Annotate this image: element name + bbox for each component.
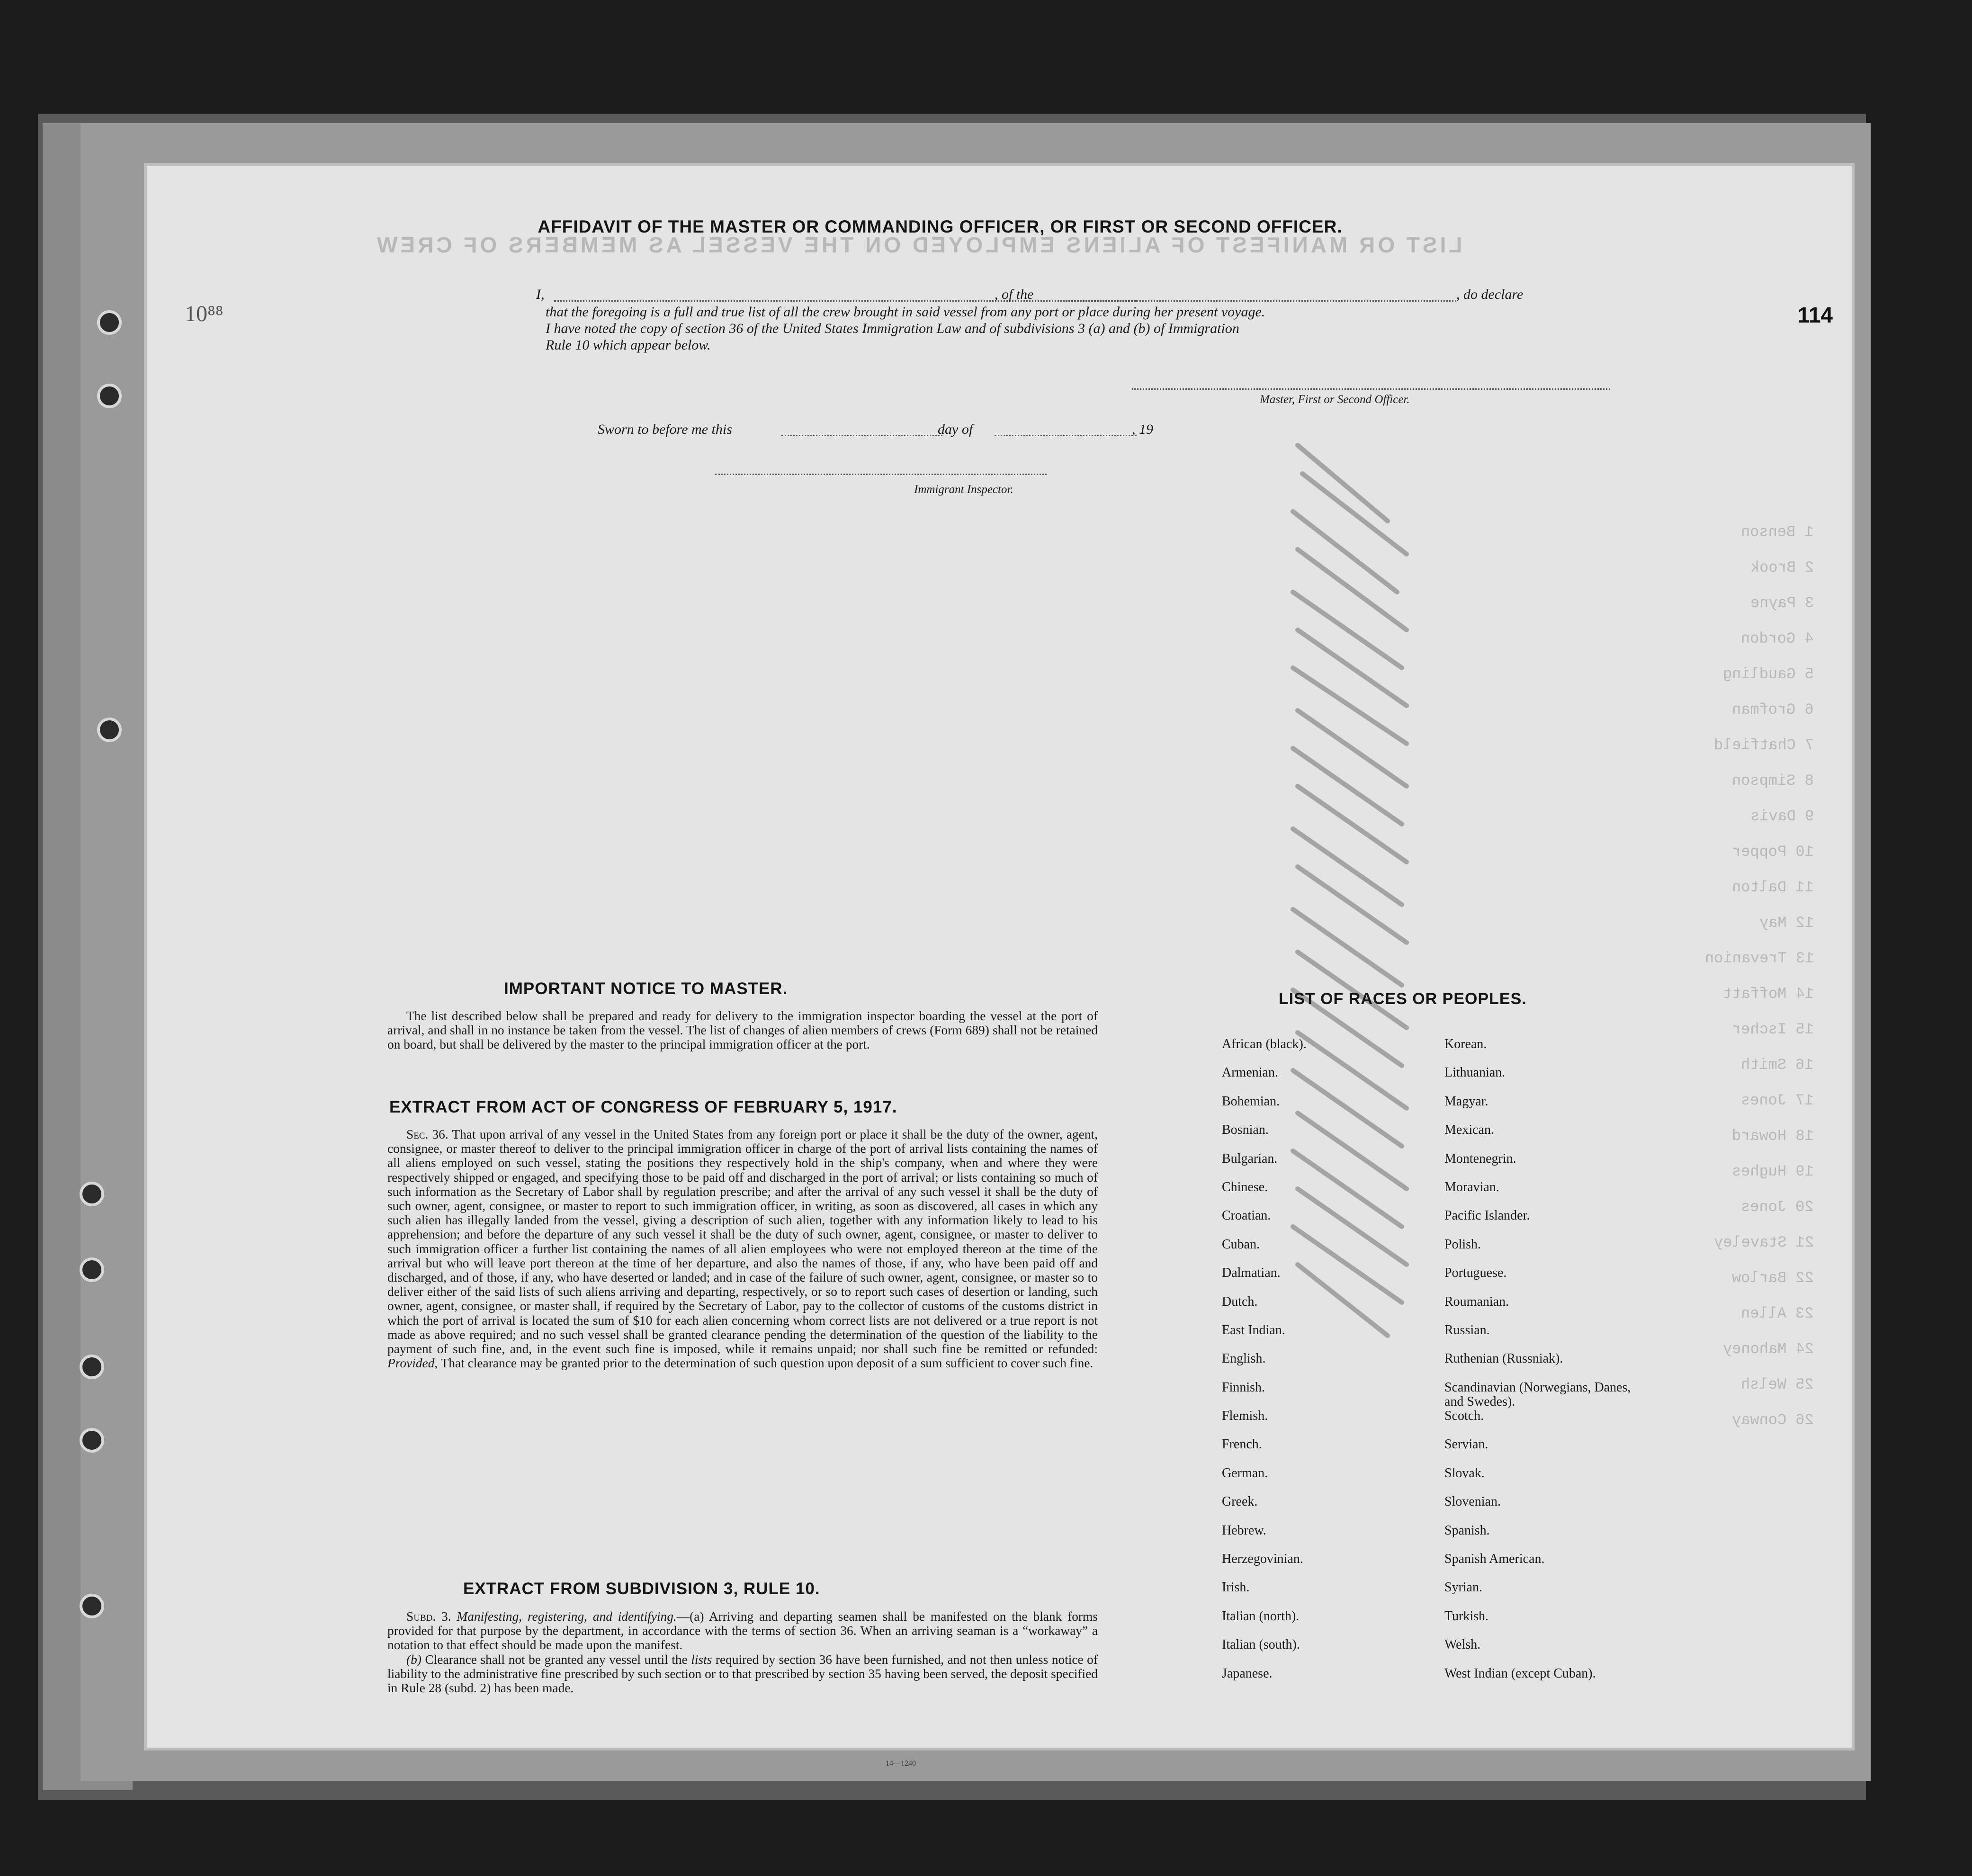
- bleed-through-row: 12 May: [1759, 914, 1814, 932]
- race-item: Slovak.: [1444, 1465, 1485, 1481]
- races-list: [1222, 1030, 1695, 1688]
- bleed-through-row: 25 Welsh: [1741, 1376, 1814, 1393]
- bleed-through-heading: LIST OR MANIFEST OF ALIENS EMPLOYED ON THE VESSEL AS MEMBERS OF CREW: [374, 233, 1462, 257]
- binder-hole: [80, 1428, 104, 1453]
- notice-text: [387, 1009, 1098, 1052]
- race-item: Japanese.: [1222, 1666, 1273, 1681]
- sworn-label: Sworn to before me this: [598, 422, 732, 437]
- binder-hole: [80, 1182, 104, 1206]
- rule-10-text: [387, 1609, 1098, 1695]
- bleed-through-row: 22 Barlow: [1732, 1269, 1814, 1287]
- affidavit-of-the: , of the: [995, 287, 1034, 302]
- race-item: Scandinavian (Norwegians, Danes, and Swedes).: [1444, 1380, 1631, 1409]
- sworn-day-blank[interactable]: [781, 435, 942, 436]
- extract-act-heading: EXTRACT FROM ACT OF CONGRESS OF FEBRUARY 5, 1917.: [389, 1098, 897, 1116]
- master-signature-blank[interactable]: [1132, 388, 1610, 390]
- race-item: Korean.: [1444, 1037, 1487, 1051]
- notice-heading: IMPORTANT NOTICE TO MASTER.: [504, 979, 788, 998]
- race-item: Ruthenian (Russniak).: [1444, 1351, 1563, 1366]
- bleed-through-row: 4 Gordon: [1741, 630, 1814, 647]
- binder-hole: [80, 1594, 104, 1618]
- bleed-through-row: 19 Hughes: [1732, 1163, 1814, 1180]
- extract-rule-heading: EXTRACT FROM SUBDIVISION 3, RULE 10.: [463, 1580, 820, 1598]
- race-item: Italian (north).: [1222, 1608, 1300, 1624]
- race-item: Dalmatian.: [1222, 1266, 1281, 1281]
- race-item: Syrian.: [1444, 1580, 1483, 1595]
- race-item: Italian (south).: [1222, 1637, 1300, 1652]
- race-item: Irish.: [1222, 1580, 1250, 1595]
- race-item: Portuguese.: [1444, 1266, 1507, 1281]
- section-36-label: Sec. 36.: [406, 1127, 448, 1141]
- page-number: 114: [1797, 303, 1833, 327]
- bleed-through-row: 16 Smith: [1741, 1056, 1814, 1074]
- race-item: Finnish.: [1222, 1380, 1265, 1395]
- vessel-blank[interactable]: [1063, 300, 1456, 302]
- bleed-through-row: 17 Jones: [1741, 1092, 1814, 1109]
- subdivision-label: Subd. 3.: [406, 1609, 451, 1624]
- race-item: Hebrew.: [1222, 1523, 1266, 1538]
- notice-paragraph: The list described below shall be prepared and ready for delivery to the immigration inspector boarding the vessel at the port of arrival, and shall in no instance be taken from the vessel. The list of changes of alien members of crews (Form 689) shall not be retained on board, but shall be delivered by the master to the principal immigration officer at the port.: [387, 1009, 1098, 1052]
- lists-word: lists: [691, 1652, 712, 1667]
- affidavit-line-4: Rule 10 which appear below.: [546, 337, 711, 353]
- bleed-through-row: 24 Mahoney: [1722, 1340, 1814, 1358]
- section-36-body: That upon arrival of any vessel in the United States from any foreign port or place it shall be the duty of the owner, agent, consignee, or master thereof to deliver to the principal immigration officer in charge of the port of arrival lists containing the names of all aliens employed on such vessel, stating the positions they respectively hold in the ship's company, when and where they were respectively shipped or engaged, and specifying those to be paid off and discharged in the port of arrival; or lists containing so much of such information as the Secretary of Labor shall by regulation prescribe; and after the arrival of any such vessel it shall be the duty of such owner, agent, consignee, or master to report to such immigration officer, in writing, as soon as discovered, all cases in which any such alien has illegally landed from the vessel, giving a description of such alien, together with any information likely to lead to his apprehension; and before the departure of any such vessel it shall be the duty of such owner, agent, consignee, or master to deliver to such immigration officer a further list containing the names of all alien employees who were not employed thereon at the time of the arrival but who will leave port thereon at the time of her departure, and also the names of those, if any, who have been paid off and discharged, and of those, if any, who have deserted or landed; and in case of the failure of such owner, agent, consignee, or master so to deliver either of the said lists of such aliens arriving and departing, respectively, or so to report such cases of desertion or landing, such owner, agent, consignee, or master shall, if required by the Secretary of Labor, pay to the collector of customs of the customs district in which the port of arrival is located the sum of $10 for each alien concerning whom correct lists are not delivered or a true report is not made as above required; and no such vessel shall be granted clearance pending the determination of the question of the liability to the payment of such fine, and, in the event such fine is imposed, while it remains unpaid; nor shall such fine be remitted or refunded:: [387, 1127, 1098, 1356]
- bleed-through-row: 26 Conway: [1732, 1411, 1814, 1429]
- affidavit-do-declare: , do declare: [1456, 287, 1524, 302]
- bleed-through-row: 1 Benson: [1741, 523, 1814, 541]
- race-item: Servian.: [1444, 1437, 1488, 1452]
- form-code: 14—1240: [886, 1759, 916, 1768]
- race-item: Bosnian.: [1222, 1122, 1269, 1138]
- section-36-body-end: That clearance may be granted prior to the determination of such question upon deposit of a sum sufficient to cover such fine.: [440, 1356, 1094, 1371]
- race-item: Spanish American.: [1444, 1551, 1545, 1566]
- bleed-through-row: 6 Grofman: [1732, 701, 1814, 718]
- race-item: Roumanian.: [1444, 1294, 1509, 1309]
- races-heading: LIST OF RACES OR PEOPLES.: [1279, 990, 1527, 1008]
- race-item: Moravian.: [1444, 1180, 1499, 1195]
- binder-hole: [97, 718, 122, 742]
- race-item: Herzegovinian.: [1222, 1551, 1303, 1566]
- bleed-through-row: 8 Simpson: [1732, 772, 1814, 790]
- subdivision-subtitle: Manifesting, registering, and identifying.: [457, 1609, 677, 1624]
- race-item: French.: [1222, 1437, 1262, 1452]
- pencil-note: 10⁸⁸: [185, 301, 224, 326]
- section-36-text: [387, 1127, 1098, 1370]
- race-item: East Indian.: [1222, 1323, 1285, 1338]
- race-item: German.: [1222, 1465, 1268, 1481]
- race-item: Cuban.: [1222, 1237, 1260, 1252]
- affidavit-line-3: I have noted the copy of section 36 of the United States Immigration Law and of subdivisions 3 (a) and (b) of Immigration: [546, 321, 1239, 336]
- sworn-year-label: , 19: [1132, 422, 1153, 437]
- bleed-through-row: 14 Moffatt: [1722, 985, 1814, 1003]
- subdivision-b-label: (b): [406, 1652, 421, 1667]
- race-item: Polish.: [1444, 1237, 1481, 1252]
- race-item: Bohemian.: [1222, 1094, 1280, 1109]
- race-item: African (black).: [1222, 1037, 1307, 1051]
- bleed-through-row: 2 Brook: [1750, 559, 1814, 576]
- race-item: Turkish.: [1444, 1608, 1489, 1624]
- inspector-signature-blank[interactable]: [715, 474, 1047, 475]
- subdivision-b-text-2: required by section 36 have been furnished, and not then unless notice of liability to the administrative fine prescribed by such section or to that prescribed by section 35 having been served, the deposit specified in Rule 28 (subd. 2) has been made.: [387, 1652, 1098, 1696]
- bleed-through-row: 21 Staveley: [1713, 1234, 1814, 1251]
- master-signature-label: Master, First or Second Officer.: [1260, 393, 1410, 406]
- bleed-through-row: 20 Jones: [1741, 1198, 1814, 1216]
- race-item: Armenian.: [1222, 1065, 1278, 1080]
- bleed-through-row: 11 Dalton: [1732, 879, 1814, 896]
- binder-hole: [97, 310, 122, 335]
- subdivision-a-text: —(a) Arriving and departing seamen shall be manifested on the blank forms provided for that purpose by the department, in accordance with the terms of section 36. When an arriving seaman is a “workaway” a notation to that effect should be made upon the manifest.: [387, 1609, 1098, 1652]
- bleed-through-row: 10 Popper: [1732, 843, 1814, 861]
- race-item: Dutch.: [1222, 1294, 1258, 1309]
- race-item: Slovenian.: [1444, 1494, 1501, 1509]
- sworn-month-blank[interactable]: [995, 435, 1137, 436]
- bleed-through-row: 15 Ischer: [1732, 1021, 1814, 1038]
- binder-hole: [97, 384, 122, 408]
- affidavit-title: AFFIDAVIT OF THE MASTER OR COMMANDING OFFICER, OR FIRST OR SECOND OFFICER.: [538, 217, 1343, 236]
- race-item: Magyar.: [1444, 1094, 1488, 1109]
- race-item: Mexican.: [1444, 1122, 1494, 1138]
- bleed-through-row: 13 Trevanion: [1704, 950, 1814, 967]
- race-item: Montenegrin.: [1444, 1151, 1516, 1166]
- binder-hole: [80, 1257, 104, 1282]
- race-item: Bulgarian.: [1222, 1151, 1278, 1166]
- race-item: Pacific Islander.: [1444, 1208, 1530, 1223]
- race-item: Scotch.: [1444, 1408, 1484, 1423]
- provided-word: Provided,: [387, 1356, 438, 1371]
- bleed-through-row: 23 Allen: [1741, 1305, 1814, 1322]
- affidavit-line-2: that the foregoing is a full and true list of all the crew brought in said vessel from any port or place during her present voyage.: [546, 304, 1265, 320]
- inspector-signature-label: Immigrant Inspector.: [914, 483, 1013, 496]
- race-item: West Indian (except Cuban).: [1444, 1666, 1596, 1681]
- form-sheet: [147, 166, 1852, 1768]
- race-item: Croatian.: [1222, 1208, 1271, 1223]
- bleed-through-row: 3 Payne: [1750, 594, 1814, 612]
- bleed-through-row: 7 Chatfield: [1713, 736, 1814, 754]
- race-item: Flemish.: [1222, 1408, 1268, 1423]
- subdivision-b-text-1: Clearance shall not be granted any vessel until the: [425, 1652, 688, 1667]
- race-item: Welsh.: [1444, 1637, 1481, 1652]
- name-blank[interactable]: [554, 300, 1137, 302]
- bleed-through-row: 18 Howard: [1732, 1127, 1814, 1145]
- bleed-through-row: 5 Gaudling: [1722, 665, 1814, 683]
- binder-hole: [80, 1355, 104, 1379]
- race-item: English.: [1222, 1351, 1266, 1366]
- affidavit-i-label: I,: [536, 287, 545, 302]
- race-item: Lithuanian.: [1444, 1065, 1506, 1080]
- race-item: Greek.: [1222, 1494, 1258, 1509]
- race-item: Russian.: [1444, 1323, 1490, 1338]
- race-item: Chinese.: [1222, 1180, 1268, 1195]
- day-of-label: day of: [938, 422, 973, 437]
- bleed-through-row: 9 Davis: [1750, 808, 1814, 825]
- race-item: Spanish.: [1444, 1523, 1490, 1538]
